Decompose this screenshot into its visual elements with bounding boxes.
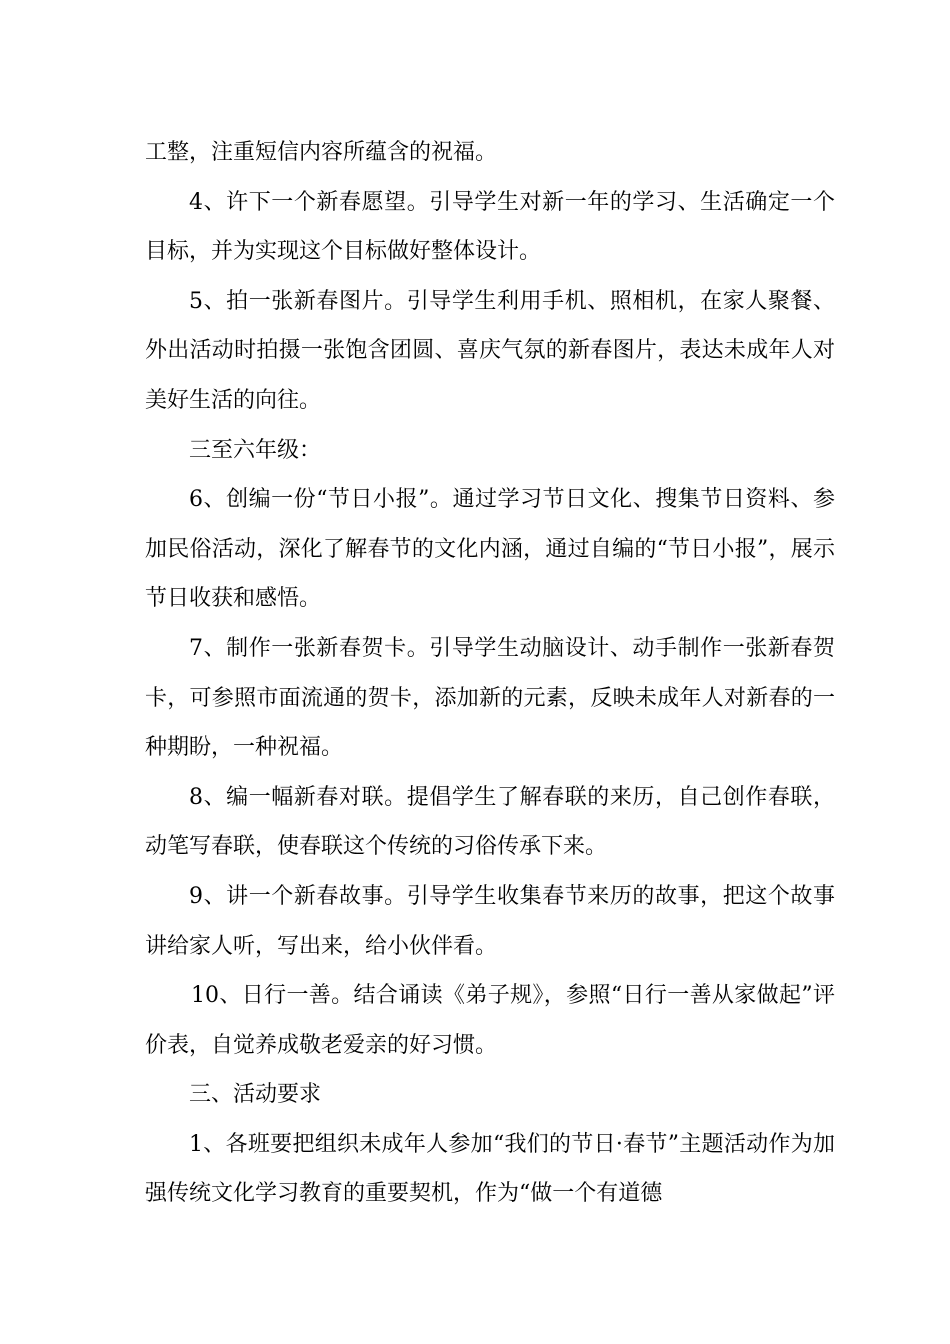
paragraph-item-6: 6、创编一份“节日小报”。通过学习节日文化、搜集节日资料、参加民俗活动，深化了解春节的文化内涵，通过自编的“节日小报”，展示节日收获和感悟。: [145, 487, 835, 612]
section-heading-grades-3-6: 三至六年级：: [189, 437, 322, 463]
paragraph-item-8: 8、编一幅新春对联。提倡学生了解春联的来历，自己创作春联，动笔写春联，使春联这个传统的习俗传承下来。: [145, 784, 835, 860]
paragraph-item-7: 7、制作一张新春贺卡。引导学生动脑设计、动手制作一张新春贺卡，可参照市面流通的贺卡，添加新的元素，反映未成年人对新春的一种期盼，一种祝福。: [145, 635, 835, 761]
paragraph-item-9: 9、讲一个新春故事。引导学生收集春节来历的故事，把这个故事讲给家人听，写出来，给小伙伴看。: [145, 883, 835, 959]
paragraph-continuation: 工整，注重短信内容所蕴含的祝福。: [145, 140, 498, 165]
document-body: [145, 128, 835, 1219]
paragraph-item-5: 5、拍一张新春图片。引导学生利用手机、照相机，在家人聚餐、外出活动时拍摄一张饱含团圆、喜庆气氛的新春图片，表达未成年人对美好生活的向往。: [145, 288, 835, 413]
paragraph-item-10: 10、日行一善。结合诵读《弟子规》，参照“日行一善从家做起”评价表，自觉养成敬老爱亲的好习惯。: [145, 983, 835, 1058]
paragraph-item-4: 4、许下一个新春愿望。引导学生对新一年的学习、生活确定一个目标，并为实现这个目标做好整体设计。: [145, 189, 835, 265]
paragraph-requirement-1: 1、各班要把组织未成年人参加“我们的节日·春节”主题活动作为加强传统文化学习教育的重要契机，作为“做一个有道德: [145, 1131, 835, 1207]
section-heading-requirements: 三、活动要求: [189, 1082, 322, 1108]
